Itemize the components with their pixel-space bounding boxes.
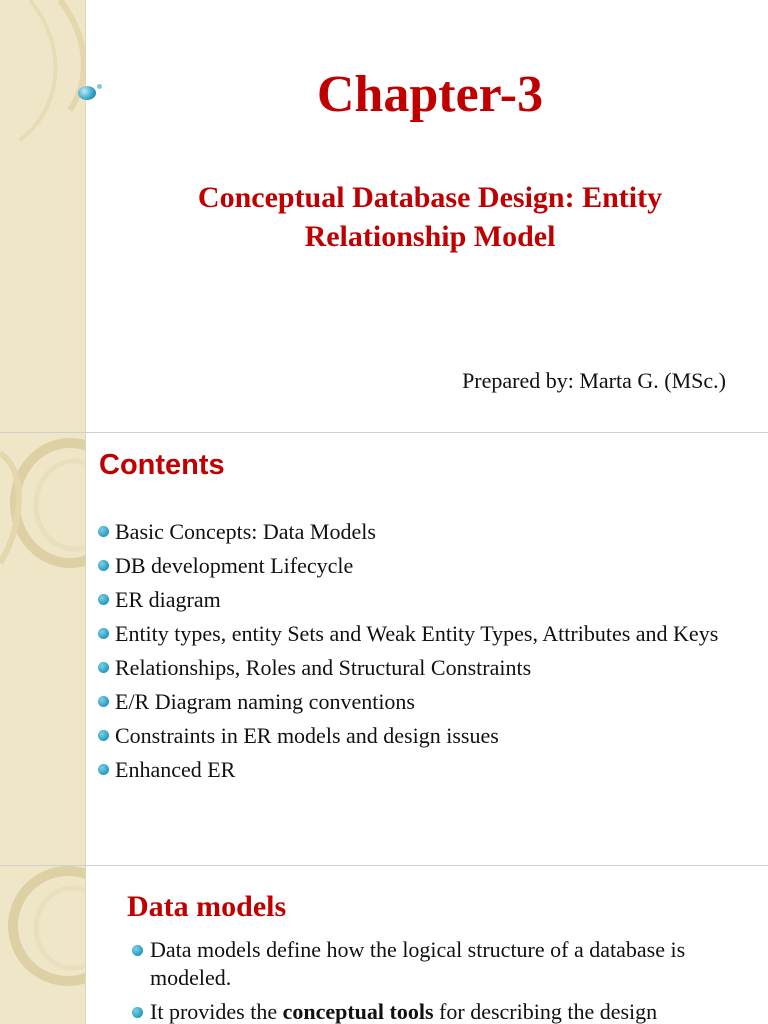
list-item: Relationships, Roles and Structural Constraints (98, 653, 748, 683)
slide-contents (0, 433, 768, 865)
decorative-swirl (0, 433, 86, 865)
bullet-icon (98, 764, 109, 775)
decorative-small-orb-icon (97, 84, 102, 89)
list-item: Data models define how the logical structure of a database is modeled. (132, 936, 752, 992)
list-item: It provides the conceptual tools for describing the design (132, 998, 752, 1024)
contents-list (98, 517, 748, 789)
bullet-icon (98, 628, 109, 639)
list-item: Basic Concepts: Data Models (98, 517, 748, 547)
bullet-icon (98, 730, 109, 741)
list-item: Entity types, entity Sets and Weak Entity Types, Attributes and Keys (98, 619, 748, 649)
bullet-icon (98, 594, 109, 605)
emphasis-text: conceptual tools (282, 999, 434, 1024)
bullet-icon (98, 662, 109, 673)
contents-title: Contents (99, 449, 225, 481)
bullet-icon (132, 945, 143, 956)
decorative-side-strip (0, 433, 86, 865)
chapter-title: Chapter-3 (316, 66, 544, 123)
decorative-side-strip (0, 0, 86, 432)
bullet-icon (132, 1007, 143, 1018)
data-models-list (132, 936, 752, 1024)
decorative-swirl (0, 866, 86, 1024)
slide-data-models (0, 866, 768, 1024)
chapter-subtitle: Conceptual Database Design: Entity Relationship Model (197, 181, 663, 253)
decorative-orb-icon (78, 86, 96, 100)
decorative-swirl (0, 0, 86, 432)
bullet-icon (98, 696, 109, 707)
prepared-by: Prepared by: Marta G. (MSc.) (462, 368, 726, 393)
data-models-title: Data models (127, 890, 287, 923)
list-item: Enhanced ER (98, 755, 748, 785)
list-item: ER diagram (98, 585, 748, 615)
slide-title (0, 0, 768, 432)
list-item: Constraints in ER models and design issues (98, 721, 748, 751)
bullet-icon (98, 526, 109, 537)
bullet-icon (98, 560, 109, 571)
list-item: DB development Lifecycle (98, 551, 748, 581)
list-item: E/R Diagram naming conventions (98, 687, 748, 717)
decorative-side-strip (0, 866, 86, 1024)
